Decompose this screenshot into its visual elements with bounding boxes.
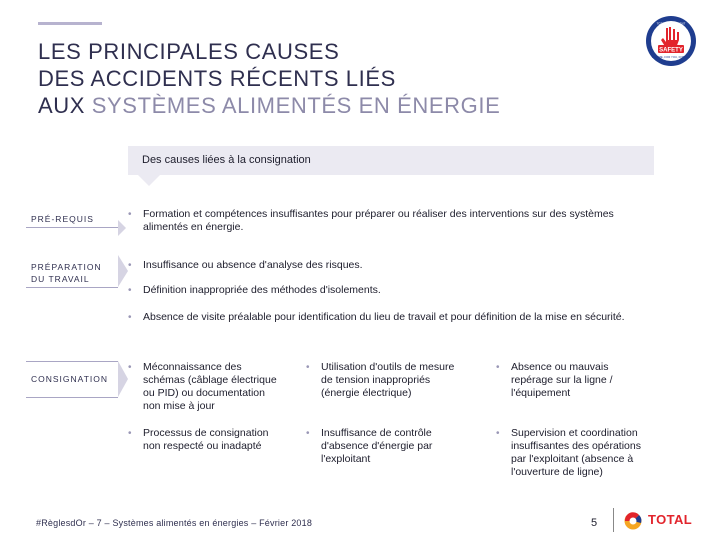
page-title (38, 38, 638, 119)
safety-logo-tagline: FOR ME, FOR YOU, FOR ALL (651, 55, 691, 59)
tab-underline (26, 287, 118, 288)
footer-text: #RèglesdOr – 7 – Systèmes alimentés en énergies – Février 2018 (36, 518, 313, 528)
bullet-text: schémas (câblage électrique (143, 374, 277, 386)
bullet-icon: • (128, 260, 132, 271)
safety-logo-brand: TOTAL COMMITMENT (656, 21, 686, 26)
bullet-icon: • (306, 362, 310, 373)
bullet-icon: • (128, 428, 132, 439)
bullet-icon: • (128, 209, 132, 220)
safety-commitment-logo (644, 14, 698, 68)
bullet-text: l'ouverture de ligne) (511, 466, 603, 478)
tab-arrow-icon (118, 255, 128, 287)
bullet-text: l'exploitant (321, 453, 371, 465)
section-banner (128, 146, 654, 175)
title-line-2: DES ACCIDENTS RÉCENTS LIÉS (38, 66, 396, 91)
bullet-text: ou PID) ou documentation (143, 387, 265, 399)
bullet-text: Processus de consignation (143, 427, 269, 439)
page-number: 5 (591, 517, 598, 529)
bullet-text: Absence de visite préalable pour identification du lieu de travail et pour définition de la mise en sécurité. (143, 311, 625, 323)
list-item (128, 284, 648, 297)
bullet-text: Insuffisance de contrôle (321, 427, 432, 439)
list-item (128, 208, 648, 234)
safety-logo-word: SAFETY (659, 47, 683, 54)
tab-preparation-label-2: DU TRAVAIL (31, 274, 90, 284)
bullet-icon: • (128, 362, 132, 373)
bullet-text: (énergie électrique) (321, 387, 412, 399)
tab-topline (26, 361, 118, 362)
bullet-text: de tension inappropriés (321, 374, 431, 386)
tab-arrow-icon (118, 361, 128, 397)
bullet-text: Utilisation d'outils de mesure (321, 361, 455, 373)
tab-arrow-icon (118, 220, 126, 236)
bullet-icon: • (496, 428, 500, 439)
section-banner-label: Des causes liées à la consignation (142, 154, 311, 166)
tab-consignation (26, 373, 136, 385)
bullet-icon: • (306, 428, 310, 439)
tab-prerequis-label: PRÉ-REQUIS (31, 214, 94, 224)
bullet-text: Supervision et coordination (511, 427, 638, 439)
list-item (306, 361, 486, 400)
bullet-text: Définition inappropriée des méthodes d'isolements. (143, 284, 381, 296)
tab-consignation-label: CONSIGNATION (31, 374, 109, 384)
bullet-text: d'absence d'énergie par (321, 440, 433, 452)
bullet-text: non respecté ou inadapté (143, 440, 262, 452)
tab-preparation (26, 261, 136, 285)
top-rule (38, 22, 102, 25)
title-line-3a: AUX (38, 93, 92, 118)
total-logo (622, 510, 702, 532)
title-line-1: LES PRINCIPALES CAUSES (38, 39, 340, 64)
bullet-text: Méconnaissance des (143, 361, 242, 373)
bullet-text: Absence ou mauvais (511, 361, 609, 373)
bullet-text: Formation et compétences insuffisantes pour préparer ou réaliser des interventions sur des systèmes (143, 208, 614, 220)
bullet-icon: • (128, 312, 132, 323)
bullet-icon: • (496, 362, 500, 373)
list-item (496, 427, 676, 479)
tab-preparation-label-1: PRÉPARATION (31, 262, 102, 272)
tab-prerequis (26, 213, 136, 225)
tab-underline (26, 397, 118, 398)
bullet-text: par l'exploitant (absence à (511, 453, 634, 465)
bullet-text: l'équipement (511, 387, 571, 399)
list-item (128, 259, 648, 272)
list-item (306, 427, 486, 466)
footer-divider (613, 508, 614, 532)
list-item (496, 361, 676, 400)
bullet-text: non mise à jour (143, 400, 215, 412)
bullet-text: Insuffisance ou absence d'analyse des risques. (143, 259, 363, 271)
bullet-text: alimentés en énergie. (143, 221, 244, 233)
tab-underline (26, 227, 118, 228)
bullet-icon: • (128, 285, 132, 296)
list-item (128, 427, 303, 453)
bullet-text: insuffisantes des opérations (511, 440, 641, 452)
bullet-text: repérage sur la ligne / (511, 374, 613, 386)
title-line-3b: SYSTÈMES ALIMENTÉS EN ÉNERGIE (91, 93, 501, 118)
banner-pointer (138, 175, 160, 186)
total-logo-word: TOTAL (648, 512, 693, 527)
total-swirl-icon (622, 511, 644, 531)
list-item (128, 311, 668, 324)
list-item (128, 361, 303, 413)
